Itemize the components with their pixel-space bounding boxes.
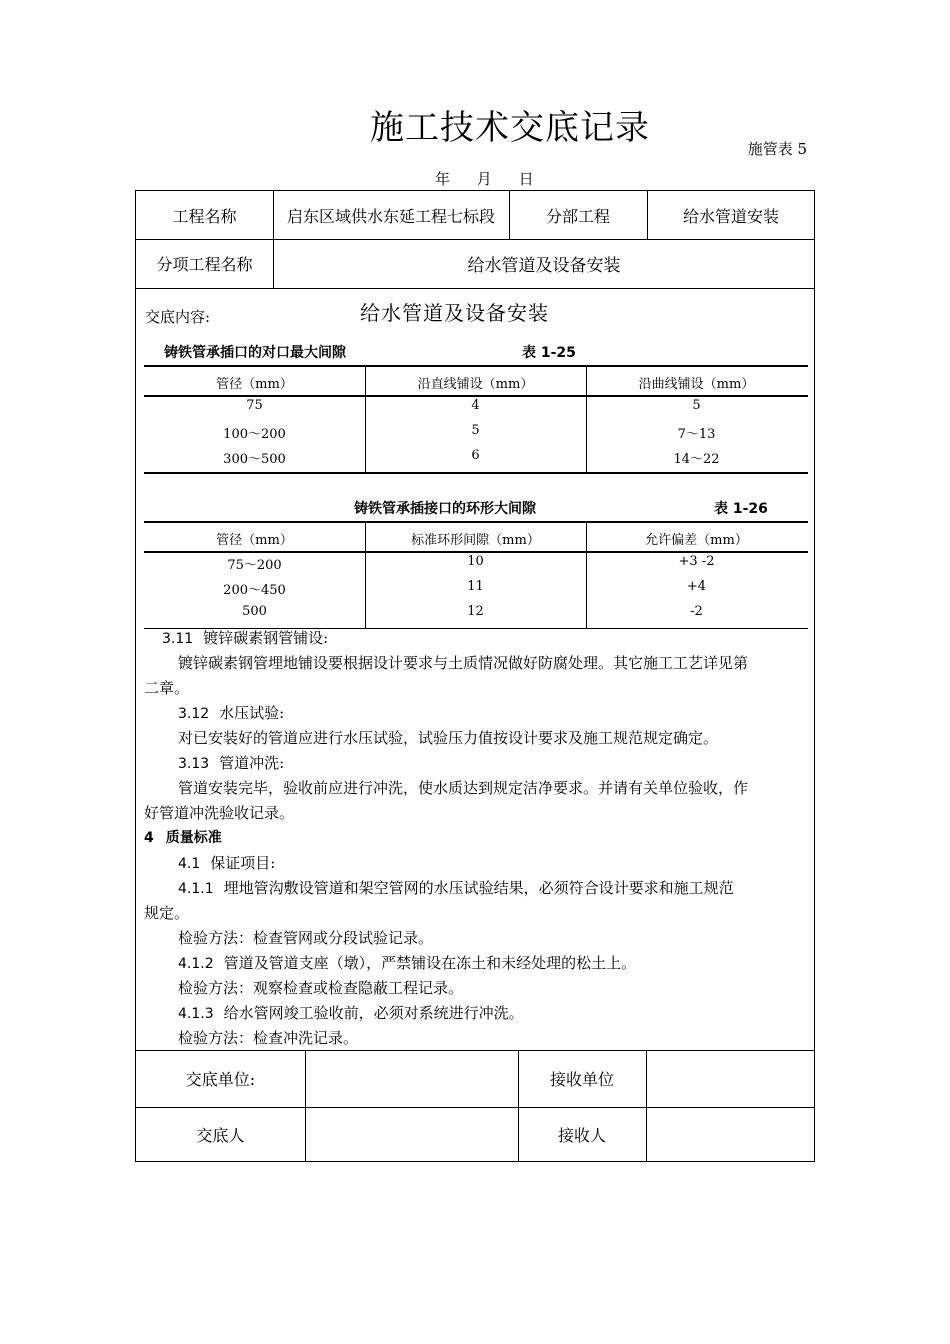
section-4-1-1-line1: 4.1.1 埋地管沟敷设管道和架空管网的水压试验结果，必须符合设计要求和施工规范 <box>178 879 734 897</box>
receiver-field[interactable] <box>646 1107 815 1162</box>
subitem-label: 分项工程名称 <box>156 255 253 274</box>
date-month: 月 <box>476 170 494 188</box>
page-title: 施工技术交底记录 <box>370 108 650 148</box>
table1-number: 表 1-25 <box>522 345 576 361</box>
section-3-11-line1: 镀锌碳素钢管埋地铺设要根据设计要求与土质情况做好防腐处理。其它施工工艺详见第 <box>178 654 749 672</box>
project-name-value: 启东区域供水东延工程七标段 <box>286 206 495 226</box>
table-cell: 300～500 <box>223 452 286 467</box>
project-name-label: 工程名称 <box>172 206 237 226</box>
date-day: 日 <box>518 170 536 188</box>
table2-col-tolerance: 允许偏差（mm） <box>645 533 748 548</box>
receiver-unit-field[interactable] <box>646 1050 815 1107</box>
table2-number: 表 1-26 <box>714 501 768 517</box>
section-3-11-heading: 3.11 镀锌碳素钢管铺设: <box>162 629 329 647</box>
table1-body <box>144 395 808 474</box>
table-cell: 5 <box>471 423 480 438</box>
table-cell: +3 -2 <box>678 554 715 569</box>
giver-field[interactable] <box>305 1107 518 1162</box>
table-cell: 11 <box>467 579 484 594</box>
table-cell: 14～22 <box>673 452 720 467</box>
section-3-12-heading: 3.12 水压试验: <box>178 704 285 722</box>
section-3-13-heading: 3.13 管道冲洗: <box>178 754 285 772</box>
table-cell: 100～200 <box>223 427 286 442</box>
table-cell: 6 <box>471 448 480 463</box>
table1-col-curve: 沿曲线铺设（mm） <box>638 377 755 392</box>
table1-col-straight: 沿直线铺设（mm） <box>417 377 534 392</box>
subitem-value: 给水管道及设备安装 <box>467 256 621 276</box>
record-form <box>135 190 815 1162</box>
division-label: 分部工程 <box>545 206 610 226</box>
table-cell: 4 <box>471 398 480 413</box>
section-4-1-2-body: 4.1.2 管道及管道支座（墩），严禁铺设在冻土和未经处理的松土上。 <box>178 954 637 972</box>
giver-unit-field[interactable] <box>305 1050 518 1107</box>
section-4-1-1-check: 检验方法：检查管网或分段试验记录。 <box>178 929 434 947</box>
table1-header <box>144 365 808 397</box>
table-cell: +4 <box>686 579 707 594</box>
section-3-11-line2: 二章。 <box>144 679 190 697</box>
table-cell: 5 <box>692 398 701 413</box>
form-number: 施管表 5 <box>747 140 807 158</box>
receiver-unit-label: 接收单位 <box>549 1070 614 1089</box>
content-label: 交底内容: <box>145 308 211 326</box>
date-year: 年 <box>435 170 453 188</box>
giver-unit-label: 交底单位: <box>185 1070 256 1089</box>
section-3-13-line2: 好管道冲洗验收记录。 <box>144 804 295 822</box>
table-cell: 500 <box>242 604 267 619</box>
date-line <box>435 168 554 189</box>
table1-caption: 铸铁管承插口的对口最大间隙 <box>164 345 346 361</box>
section-4-1-3-check: 检验方法：检查冲洗记录。 <box>178 1029 359 1047</box>
receiver-label: 接收人 <box>557 1126 606 1145</box>
table2-caption: 铸铁管承插接口的环形大间隙 <box>354 501 536 517</box>
table2-header <box>144 521 808 553</box>
section-4-heading: 4 质量标准 <box>144 830 222 846</box>
section-3-13-line1: 管道安装完毕，验收前应进行冲洗，使水质达到规定洁净要求。并请有关单位验收，作 <box>178 779 749 797</box>
table2-col-diameter: 管径（mm） <box>216 533 293 548</box>
table-cell: 75～200 <box>227 558 282 573</box>
table-cell: 10 <box>467 554 484 569</box>
table-cell: 7～13 <box>677 427 716 442</box>
table-cell: -2 <box>690 604 703 619</box>
section-4-1-1-line2: 规定。 <box>144 904 190 922</box>
table2-col-gap: 标准环形间隙（mm） <box>411 533 540 548</box>
section-4-1-3-body: 4.1.3 给水管网竣工验收前，必须对系统进行冲洗。 <box>178 1004 524 1022</box>
table2 <box>144 521 808 629</box>
table-cell: 75 <box>246 398 263 413</box>
section-4-1-heading: 4.1 保证项目: <box>178 854 276 872</box>
section-3-12-body: 对已安装好的管道应进行水压试验，试验压力值按设计要求及施工规范规定确定。 <box>178 729 719 747</box>
table-cell: 12 <box>467 604 484 619</box>
table2-body <box>144 551 808 629</box>
table-cell: 200～450 <box>223 583 286 598</box>
giver-label: 交底人 <box>196 1126 245 1145</box>
division-value: 给水管道安装 <box>682 206 779 226</box>
table1-col-diameter: 管径（mm） <box>216 377 293 392</box>
section-4-1-2-check: 检验方法：观察检查或检查隐蔽工程记录。 <box>178 979 464 997</box>
content-title: 给水管道及设备安装 <box>360 301 549 325</box>
table1 <box>144 365 808 473</box>
